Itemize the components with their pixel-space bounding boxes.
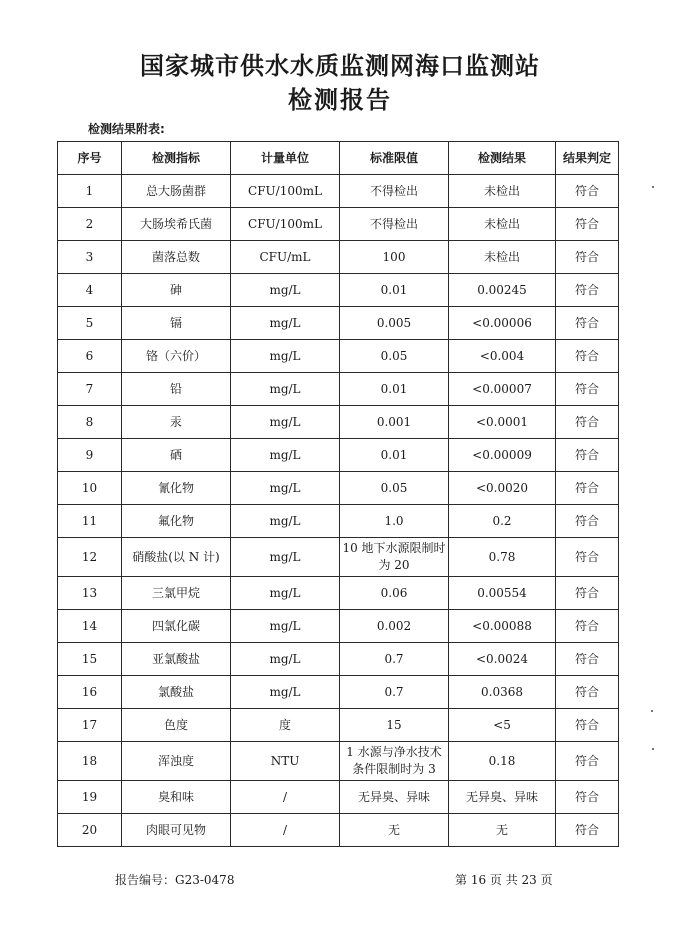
- cell-index: 12: [58, 538, 122, 577]
- cell-indicator: 氯酸盐: [122, 676, 231, 709]
- cell-unit: mg/L: [231, 577, 340, 610]
- cell-indicator: 镉: [122, 307, 231, 340]
- cell-index: 18: [58, 742, 122, 781]
- cell-indicator: 氟化物: [122, 505, 231, 538]
- cell-result: 0.78: [449, 538, 556, 577]
- cell-unit: mg/L: [231, 610, 340, 643]
- table-row: [58, 676, 619, 709]
- cell-limit: 0.002: [340, 610, 449, 643]
- table-row: [58, 814, 619, 847]
- cell-judgement: 符合: [556, 208, 619, 241]
- cell-unit: 度: [231, 709, 340, 742]
- cell-unit: mg/L: [231, 406, 340, 439]
- cell-indicator: 铬（六价）: [122, 340, 231, 373]
- cell-result: 0.00245: [449, 274, 556, 307]
- cell-result: 0.18: [449, 742, 556, 781]
- cell-index: 1: [58, 175, 122, 208]
- cell-indicator: 氰化物: [122, 472, 231, 505]
- cell-limit: 0.05: [340, 472, 449, 505]
- cell-index: 16: [58, 676, 122, 709]
- scan-speck: [652, 748, 654, 750]
- cell-index: 19: [58, 781, 122, 814]
- cell-judgement: 符合: [556, 340, 619, 373]
- table-row: [58, 643, 619, 676]
- cell-limit: 无: [340, 814, 449, 847]
- cell-unit: /: [231, 814, 340, 847]
- cell-limit: 不得检出: [340, 208, 449, 241]
- cell-limit: 无异臭、异味: [340, 781, 449, 814]
- cell-limit: 100: [340, 241, 449, 274]
- page-number: 第 16 页 共 23 页: [455, 873, 553, 887]
- cell-result: 未检出: [449, 175, 556, 208]
- cell-unit: mg/L: [231, 439, 340, 472]
- cell-judgement: 符合: [556, 472, 619, 505]
- cell-result: 无异臭、异味: [449, 781, 556, 814]
- cell-indicator: 铅: [122, 373, 231, 406]
- cell-unit: /: [231, 781, 340, 814]
- cell-limit: 10 地下水源限制时为 20: [340, 538, 449, 577]
- cell-limit: 0.01: [340, 439, 449, 472]
- cell-limit: 0.05: [340, 340, 449, 373]
- column-header-judgement: 结果判定: [556, 142, 619, 175]
- column-header-unit: 计量单位: [231, 142, 340, 175]
- report-title-org: 国家城市供水水质监测网海口监测站: [140, 52, 540, 80]
- cell-index: 7: [58, 373, 122, 406]
- cell-indicator: 硝酸盐(以 N 计): [122, 538, 231, 577]
- scan-speck: [651, 710, 653, 712]
- cell-unit: mg/L: [231, 340, 340, 373]
- cell-judgement: 符合: [556, 814, 619, 847]
- cell-result: <5: [449, 709, 556, 742]
- cell-result: <0.0001: [449, 406, 556, 439]
- cell-indicator: 总大肠菌群: [122, 175, 231, 208]
- cell-indicator: 肉眼可见物: [122, 814, 231, 847]
- table-header-row: [58, 142, 619, 175]
- cell-limit: 0.005: [340, 307, 449, 340]
- cell-result: <0.00088: [449, 610, 556, 643]
- cell-indicator: 臭和味: [122, 781, 231, 814]
- table-row: [58, 742, 619, 781]
- cell-index: 20: [58, 814, 122, 847]
- cell-unit: mg/L: [231, 643, 340, 676]
- cell-index: 10: [58, 472, 122, 505]
- cell-index: 14: [58, 610, 122, 643]
- cell-judgement: 符合: [556, 373, 619, 406]
- cell-limit: 0.01: [340, 274, 449, 307]
- cell-index: 13: [58, 577, 122, 610]
- cell-judgement: 符合: [556, 307, 619, 340]
- column-header-limit: 标准限值: [340, 142, 449, 175]
- cell-index: 5: [58, 307, 122, 340]
- table-row: [58, 274, 619, 307]
- cell-index: 11: [58, 505, 122, 538]
- cell-indicator: 三氯甲烷: [122, 577, 231, 610]
- table-row: [58, 340, 619, 373]
- cell-judgement: 符合: [556, 241, 619, 274]
- cell-result: <0.00009: [449, 439, 556, 472]
- cell-result: <0.0024: [449, 643, 556, 676]
- cell-judgement: 符合: [556, 577, 619, 610]
- table-row: [58, 241, 619, 274]
- cell-judgement: 符合: [556, 643, 619, 676]
- cell-unit: mg/L: [231, 472, 340, 505]
- cell-limit: 1.0: [340, 505, 449, 538]
- report-number: 报告编号：G23-0478: [115, 873, 235, 887]
- cell-index: 9: [58, 439, 122, 472]
- table-row: [58, 307, 619, 340]
- cell-index: 3: [58, 241, 122, 274]
- table-row: [58, 781, 619, 814]
- cell-unit: NTU: [231, 742, 340, 781]
- cell-limit: 0.06: [340, 577, 449, 610]
- cell-indicator: 四氯化碳: [122, 610, 231, 643]
- cell-result: <0.0020: [449, 472, 556, 505]
- cell-judgement: 符合: [556, 175, 619, 208]
- cell-limit: 15: [340, 709, 449, 742]
- cell-result: 0.00554: [449, 577, 556, 610]
- table-row: [58, 373, 619, 406]
- cell-limit: 不得检出: [340, 175, 449, 208]
- cell-judgement: 符合: [556, 610, 619, 643]
- cell-indicator: 浑浊度: [122, 742, 231, 781]
- cell-limit: 0.001: [340, 406, 449, 439]
- cell-judgement: 符合: [556, 781, 619, 814]
- cell-judgement: 符合: [556, 676, 619, 709]
- cell-limit: 0.01: [340, 373, 449, 406]
- cell-judgement: 符合: [556, 538, 619, 577]
- cell-unit: mg/L: [231, 676, 340, 709]
- cell-result: <0.00006: [449, 307, 556, 340]
- cell-index: 6: [58, 340, 122, 373]
- table-row: [58, 709, 619, 742]
- column-header-indicator: 检测指标: [122, 142, 231, 175]
- table-row: [58, 505, 619, 538]
- table-row: [58, 472, 619, 505]
- cell-judgement: 符合: [556, 742, 619, 781]
- cell-indicator: 硒: [122, 439, 231, 472]
- cell-unit: CFU/mL: [231, 241, 340, 274]
- cell-limit: 0.7: [340, 676, 449, 709]
- cell-result: <0.004: [449, 340, 556, 373]
- table-body: [58, 175, 619, 847]
- cell-indicator: 汞: [122, 406, 231, 439]
- cell-unit: mg/L: [231, 307, 340, 340]
- cell-indicator: 菌落总数: [122, 241, 231, 274]
- cell-indicator: 亚氯酸盐: [122, 643, 231, 676]
- cell-unit: mg/L: [231, 373, 340, 406]
- table-row: [58, 208, 619, 241]
- table-row: [58, 610, 619, 643]
- cell-judgement: 符合: [556, 439, 619, 472]
- cell-limit: 1 水源与净水技术条件限制时为 3: [340, 742, 449, 781]
- column-header-result: 检测结果: [449, 142, 556, 175]
- table-row: [58, 538, 619, 577]
- cell-indicator: 大肠埃希氏菌: [122, 208, 231, 241]
- table-row: [58, 175, 619, 208]
- cell-unit: mg/L: [231, 538, 340, 577]
- cell-judgement: 符合: [556, 406, 619, 439]
- cell-result: 未检出: [449, 241, 556, 274]
- report-title: 检测报告: [288, 86, 392, 114]
- table-row: [58, 406, 619, 439]
- cell-result: 未检出: [449, 208, 556, 241]
- column-header-index: 序号: [58, 142, 122, 175]
- cell-indicator: 色度: [122, 709, 231, 742]
- cell-unit: CFU/100mL: [231, 208, 340, 241]
- cell-judgement: 符合: [556, 709, 619, 742]
- cell-result: 0.0368: [449, 676, 556, 709]
- cell-limit: 0.7: [340, 643, 449, 676]
- cell-index: 4: [58, 274, 122, 307]
- cell-unit: mg/L: [231, 505, 340, 538]
- cell-index: 17: [58, 709, 122, 742]
- results-table: [57, 141, 619, 847]
- cell-index: 15: [58, 643, 122, 676]
- cell-result: 0.2: [449, 505, 556, 538]
- cell-index: 8: [58, 406, 122, 439]
- cell-judgement: 符合: [556, 274, 619, 307]
- table-row: [58, 577, 619, 610]
- table-caption: 检测结果附表:: [88, 122, 165, 136]
- cell-unit: CFU/100mL: [231, 175, 340, 208]
- cell-unit: mg/L: [231, 274, 340, 307]
- cell-indicator: 砷: [122, 274, 231, 307]
- table-row: [58, 439, 619, 472]
- cell-judgement: 符合: [556, 505, 619, 538]
- cell-result: <0.00007: [449, 373, 556, 406]
- cell-index: 2: [58, 208, 122, 241]
- scan-speck: [652, 186, 654, 188]
- cell-result: 无: [449, 814, 556, 847]
